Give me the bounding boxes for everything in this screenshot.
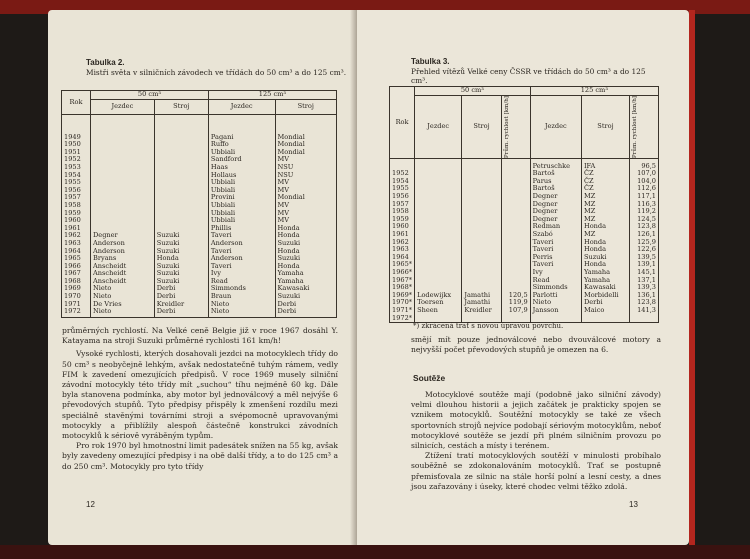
- table2-header-125cc: 125 cm³: [208, 91, 336, 100]
- table3-years: 1952 1954 1955 1956 1957 1958 1959 1960 1961 1962 1963 1964 1965* 1966* 1967* 1968* 1969* 1970* 1971* 1972*: [390, 158, 415, 322]
- table3-header-machine-125: Stroj: [581, 95, 629, 158]
- right-page: [357, 10, 689, 545]
- table3-header-speed-50-label: Prům. rychlost [km/h]: [503, 95, 510, 158]
- table3-machines-125: IFA ČZ ČZ ČZ MZ MZ MZ MZ Honda MZ Honda Honda Suzuki Honda Yamaha Yamaha Kawasaki Morbidelli Derbi Maico: [581, 158, 629, 322]
- right-body-text-2: [411, 390, 661, 492]
- table2-title: Tabulka 2.: [86, 58, 125, 67]
- table2-years: 1949 1950 1951 1952 1953 1954 1955 1956 1957 1958 1959 1960 1961 1962 1963 1964 1965 1966 1967 1968 1969 1970 1971 1972: [62, 114, 91, 317]
- table3-riders-125: Petruschke Bartoš Parus Bartoš Degner Degner Degner Degner Redman Szabó Taveri Taveri Perris Taveri Ivy Read Simmonds Parlotti Nieto Jansson: [530, 158, 581, 322]
- table2-header-machine-50: Stroj: [154, 99, 208, 114]
- table2-header-50cc: 50 cm³: [91, 91, 209, 100]
- left-paragraph-3: Pro rok 1970 byl hmotnostní limit padesátek snížen na 55 kg, avšak byly zavedeny omezující předpisy i na obě další třídy, a to do 125 cm³ a do 250 cm³. Motocykly pro tyto třídy: [62, 441, 338, 471]
- table2-header-rider-125: Jezdec: [208, 99, 275, 114]
- table3-header-rider-50: Jezdec: [415, 95, 462, 158]
- table3-header-speed-50: [501, 95, 530, 158]
- table2-machines-125: Mondial Mondial Mondial MV NSU NSU MV MV Mondial MV MV MV Honda Honda Suzuki Honda Suzuki Honda Yamaha Yamaha Kawasaki Suzuki Derbi Derbi: [275, 114, 337, 317]
- table3-header-speed-125-label: Prům. rychlost [km/h]: [632, 95, 638, 158]
- left-paragraph-1: průměrných rychlostí. Na Velké ceně Belgie již v roce 1967 dosáhl Y. Katayama na stroji Suzuki průměrné rychlosti 161 km/h!: [62, 326, 338, 346]
- left-body-text: [62, 326, 338, 472]
- table3-header-year: Rok: [390, 87, 415, 159]
- table3-speeds-125: 96,5 107,0 104,0 112,6 117,1 116,3 119,2 124,5 123,8 126,1 125,9 122,6 139,5 139,1 145,1 137,1 139,3 136,1 123,8 141,3: [630, 158, 659, 322]
- table3: [389, 86, 659, 323]
- table2-header-year: Rok: [62, 91, 91, 115]
- left-page: [48, 10, 357, 545]
- table3-riders-50: Lodewijkx Toersen Sheen: [415, 158, 462, 322]
- table3-header-125cc: 125 cm³: [530, 87, 658, 96]
- table2-header-rider-50: Jezdec: [91, 99, 155, 114]
- table3-header-machine-50: Stroj: [462, 95, 501, 158]
- table2-header-machine-125: Stroj: [275, 99, 337, 114]
- table2-machines-50: Suzuki Suzuki Suzuki Honda Suzuki Suzuki Suzuki Derbi Derbi Kreidler Derbi: [154, 114, 208, 317]
- table3-header-speed-125: [630, 95, 659, 158]
- left-paragraph-2: Vysoké rychlosti, kterých dosahovali jezdci na motocyklech třídy do 50 cm³ s neobyčejně lehkým, avšak nedostatečně tuhým rámem, vedly FIM k zavedení omezujících předpisů. V roce 1969 musely silniční závodní motocykly této třídy mít „suchou“ tíhu nejméně 60 kg. Dále byla stanovena podmínka, aby motor byl jednoválcový a měl nejvýše 6 převodových stupňů. Tyto předpisy přispěly k zmenšení rozdílu mezi speciálně stavěnými továrními stroji a svépomocně upravovanými motocykly a přiblížily alespoň částečně konstrukci závodních motocyklů k sériově vyráběným typům.: [62, 349, 338, 441]
- table2-caption: Mistři světa v silničních závodech ve třídách do 50 cm³ a do 125 cm³.: [86, 68, 347, 77]
- table2-riders-50: Degner Anderson Anderson Bryans Anscheidt Anscheidt Anscheidt Nieto Nieto De Vries Nieto: [91, 114, 155, 317]
- right-page-number: 13: [629, 500, 638, 509]
- section-heading-soutaze: Soutěže: [413, 373, 446, 383]
- table3-title: Tabulka 3.: [411, 57, 450, 66]
- table2: [61, 90, 337, 318]
- left-page-number: 12: [86, 500, 95, 509]
- table2-riders-125: Pagani Ruffo Ubbiali Sandford Haas Hollaus Ubbiali Ubbiali Provini Ubbiali Ubbiali Ubbiali Phillis Taveri Anderson Taveri Anderson Taveri Ivy Read Simmonds Braun Nieto Nieto: [208, 114, 275, 317]
- table3-header-rider-125: Jezdec: [530, 95, 581, 158]
- right-body-text-1: [411, 335, 661, 355]
- book-cover-edge-bottom: [0, 545, 750, 559]
- table3-machines-50: Jamathi Jamathi Kreidler: [462, 158, 501, 322]
- table3-header-50cc: 50 cm³: [415, 87, 531, 96]
- right-paragraph-2: Motocyklové soutěže mají (podobně jako silniční závody) velmi dlouhou historii a jejich začátek je prakticky spojen se vznikem motocyklů. Soutěžní motocykly se také ze všech sportovních strojů nejvíce podobají sériovým motocyklům, neboť motocyklové soutěže se jezdí při plném silničním provozu po silnicích, cestách a místy i terénem.: [411, 390, 661, 451]
- right-paragraph-1: smějí mít pouze jednoválcové nebo dvouválcové motory a nejvyšší počet převodových stupňů je omezen na 6.: [411, 335, 661, 355]
- book-cover-edge-right: [689, 10, 695, 545]
- table3-footnote: *) zkrácená trať s novou úpravou povrchu.: [413, 322, 564, 330]
- right-paragraph-3: Ztížení tratí motocyklových soutěží v minulosti probíhalo souběžně se zdokonalováním motocyklů. Trať se postupně přemisťovala ze silnic na stále horší polní a lesní cesty, a dnes jsou zařazovány i úseky, které chodec velmi těžko zdolá.: [411, 451, 661, 491]
- table3-speeds-50: 120,5 119,9 107,9: [501, 158, 530, 322]
- table3-caption: Přehled vítězů Velké ceny ČSSR ve třídách do 50 cm³ a do 125 cm³.: [411, 67, 646, 85]
